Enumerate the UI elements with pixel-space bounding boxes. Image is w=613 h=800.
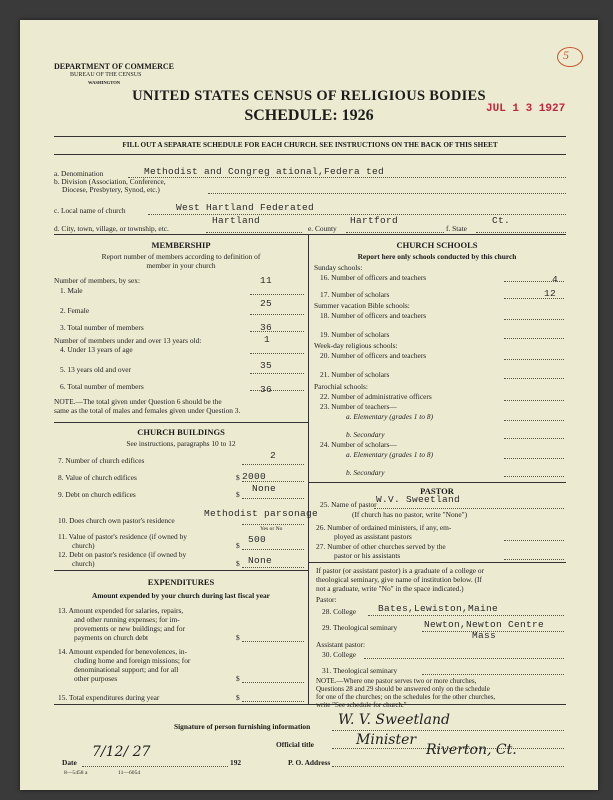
q13-label-2: and other running expenses; for im- [74, 615, 180, 624]
q1-male-value[interactable]: 11 [260, 275, 273, 286]
q30-label: 30. College [322, 650, 357, 659]
q11-label-2: church) [72, 541, 95, 550]
census-form-sheet [20, 20, 598, 790]
yes-no-hint: Yes or No [260, 526, 283, 532]
membership-heading: MEMBERSHIP [151, 240, 211, 250]
buildings-heading: CHURCH BUILDINGS [137, 427, 225, 437]
q11-value[interactable]: 500 [248, 534, 267, 545]
q26-label-2: ployed as assistant pastors [334, 532, 412, 541]
q26-label: 26. Number of ordained ministers, if any, em- [316, 523, 452, 532]
date-label: Date [62, 758, 77, 767]
membership-sub-2: member in your church [146, 261, 216, 270]
page-number-circle [557, 47, 583, 67]
over13-label: Number of members under and over 13 years old: [54, 336, 202, 345]
bureau-label: BUREAU OF THE CENSUS [70, 72, 142, 78]
pastor-note-1: NOTE.—Where one pastor serves two or more churches, [316, 677, 477, 685]
q13-label: 13. Amount expended for salaries, repairs, [58, 606, 184, 615]
po-address-value[interactable]: Riverton, Ct. [426, 742, 517, 758]
q19-label: 19. Number of scholars [320, 330, 390, 339]
q29-label: 29. Theological seminary [322, 623, 398, 632]
q8-label: 8. Value of church edifices [58, 473, 137, 482]
q28-college-value[interactable]: Bates,Lewiston,Maine [378, 603, 499, 614]
q29-seminary-value[interactable]: Newton,Newton Centre [424, 619, 545, 630]
official-title-label: Official title [276, 740, 314, 749]
division-label-2: Diocese, Presbytery, Synod, etc.) [62, 185, 160, 194]
members-by-sex-label: Number of members, by sex: [54, 276, 140, 285]
weekday-label: Week-day religious schools: [314, 341, 398, 350]
denomination-label: a. Denomination [54, 169, 104, 178]
q13-dollar: $ [236, 633, 240, 642]
q17-value[interactable]: 12 [544, 288, 557, 299]
q12-dollar: $ [236, 559, 240, 568]
graduate-note-2: theological seminary, give name of institution below. (If [316, 575, 482, 584]
q9-dollar: $ [236, 490, 240, 499]
local-name-label: c. Local name of church [54, 206, 126, 215]
q4-label: 4. Under 13 years of age [60, 345, 133, 354]
q5-over13-value[interactable]: 35 [260, 360, 273, 371]
q1-label: 1. Male [60, 286, 83, 295]
form-subtitle: SCHEDULE: 1926 [244, 107, 374, 124]
q12-label: 12. Debt on pastor's residence (if owned by [58, 550, 187, 559]
q20-label: 20. Number of officers and teachers [320, 351, 427, 360]
pastor-note-3: for one of the churches; on the schedules for the other churches, [316, 693, 496, 701]
q14-label-3: denominational support; and for all [74, 665, 179, 674]
summer-label: Summer vacation Bible schools: [314, 301, 410, 310]
date-value[interactable]: 7/12/ 27 [92, 744, 151, 760]
parochial-label: Parochial schools: [314, 382, 368, 391]
q24-label: 24. Number of scholars— [320, 440, 397, 449]
schools-heading: CHURCH SCHOOLS [396, 240, 478, 250]
membership-sub-1: Report number of members according to definition of [101, 252, 261, 261]
po-address-label: P. O. Address [288, 758, 331, 767]
form-number: 8—5458 a [64, 770, 88, 776]
q31-label: 31. Theological seminary [322, 666, 398, 675]
city-town-label: d. City, town, village, or township, etc. [54, 224, 169, 233]
q25-value[interactable]: W.V. Sweetland [376, 494, 461, 505]
graduate-note-3: not a graduate, write "No" in the space indicated.) [316, 584, 464, 593]
q15-label: 15. Total expenditures during year [58, 693, 160, 702]
official-title-value[interactable]: Minister [356, 732, 417, 748]
q7-label: 7. Number of church edifices [58, 456, 145, 465]
county-value[interactable]: Hartford [350, 215, 399, 226]
city-value[interactable]: Hartland [212, 215, 261, 226]
q23a-label: a. Elementary (grades 1 to 8) [346, 412, 434, 421]
q16-label: 16. Number of officers and teachers [320, 273, 427, 282]
instruction-line: FILL OUT A SEPARATE SCHEDULE FOR EACH CHURCH. SEE INSTRUCTIONS ON THE BACK OF THIS SHEET [122, 141, 498, 149]
q13-label-3: provements or new buildings; and for [74, 624, 186, 633]
local-name-value[interactable]: West Hartland Federated [176, 202, 315, 213]
q6-label: 6. Total number of members [60, 382, 144, 391]
q24a-label: a. Elementary (grades 1 to 8) [346, 450, 434, 459]
signature-label: Signature of person furnishing information [174, 722, 311, 731]
q28-label: 28. College [322, 607, 357, 616]
q21-label: 21. Number of scholars [320, 370, 390, 379]
q16-value[interactable]: 4 [552, 274, 559, 285]
form-number-2: 11—6054 [118, 770, 141, 776]
received-date-stamp: JUL 1 3 1927 [486, 103, 566, 115]
page-number: 5 [563, 48, 569, 62]
q27-label-2: pastor or his assistants [334, 551, 401, 560]
sunday-label: Sunday schools: [314, 263, 363, 272]
q5-label: 5. 13 years old and over [60, 365, 132, 374]
q6-total-value[interactable]: 36 [260, 384, 273, 395]
schools-sub: Report here only schools conducted by this church [357, 252, 517, 261]
q12-label-2: church) [72, 559, 95, 568]
expenditures-heading: EXPENDITURES [147, 577, 215, 587]
pastor-note-2: Questions 28 and 29 should be answered only on the schedule [316, 685, 490, 693]
q9-debt-value[interactable]: None [252, 483, 277, 494]
q2-female-value[interactable]: 25 [260, 298, 273, 309]
q13-label-4: payments on church debt [74, 633, 149, 642]
q7-edifices-value[interactable]: 2 [270, 450, 277, 461]
q11-label: 11. Value of pastor's residence (if owned by [58, 532, 187, 541]
pastor-note-4: write "See schedule for church." [316, 701, 407, 709]
pastor-heading: PASTOR [420, 486, 454, 496]
q10-value[interactable]: Methodist parsonage [204, 508, 319, 519]
graduate-note-1: If pastor (or assistant pastor) is a graduate of a college or [316, 566, 485, 575]
q27-label: 27. Number of other churches served by the [316, 542, 446, 551]
q2-label: 2. Female [60, 306, 90, 315]
q23-label: 23. Number of teachers— [320, 402, 397, 411]
q3-total-value[interactable]: 36 [260, 322, 273, 333]
county-label: e. County [308, 224, 337, 233]
state-label: f. State [446, 224, 467, 233]
q25-note: (If church has no pastor, write "None") [352, 510, 468, 519]
q18-label: 18. Number of officers and teachers [320, 311, 427, 320]
denomination-value[interactable]: Methodist and Congreg ational,Federa ted [144, 166, 385, 177]
q22-label: 22. Number of administrative officers [320, 392, 432, 401]
q14-dollar: $ [236, 674, 240, 683]
q23b-label: b. Secondary [346, 430, 385, 439]
year-suffix: 192 [230, 758, 242, 767]
q14-label: 14. Amount expended for benevolences, in- [58, 647, 188, 656]
buildings-sub: See instructions, paragraphs 10 to 12 [126, 439, 236, 448]
q15-dollar: $ [236, 693, 240, 702]
q17-label: 17. Number of scholars [320, 290, 390, 299]
form-title: UNITED STATES CENSUS OF RELIGIOUS BODIES [132, 88, 486, 104]
membership-note-1: NOTE.—The total given under Question 6 should be the [54, 397, 222, 406]
q9-label: 9. Debt on church edifices [58, 490, 136, 499]
expenditures-sub: Amount expended by your church during last fiscal year [92, 591, 270, 600]
q3-label: 3. Total number of members [60, 323, 144, 332]
q14-label-2: cluding home and foreign missions; for [74, 656, 191, 665]
membership-note-2: same as the total of males and females given under Question 3. [54, 406, 241, 415]
state-value[interactable]: Ct. [492, 215, 511, 226]
q14-label-4: other purposes [74, 674, 118, 683]
signature-value[interactable]: W. V. Sweetland [338, 712, 450, 728]
assistant-label: Assistant pastor: [316, 640, 366, 649]
pastor-sub-label: Pastor: [316, 595, 337, 604]
q12-debt-value[interactable]: None [248, 555, 273, 566]
q29-seminary-value-2[interactable]: Mass [472, 630, 497, 641]
q11-dollar: $ [236, 541, 240, 550]
department-label: DEPARTMENT OF COMMERCE [54, 62, 175, 71]
q24b-label: b. Secondary [346, 468, 385, 477]
division-label: b. Division (Association, Conference, [54, 177, 166, 186]
q8-value[interactable]: 2000 [242, 471, 267, 482]
q10-label: 10. Does church own pastor's residence [58, 516, 175, 525]
q8-dollar: $ [236, 473, 240, 482]
city-label: WASHINGTON [88, 80, 121, 85]
q4-under13-value[interactable]: 1 [264, 334, 271, 345]
q25-label: 25. Name of pastor [320, 500, 377, 509]
